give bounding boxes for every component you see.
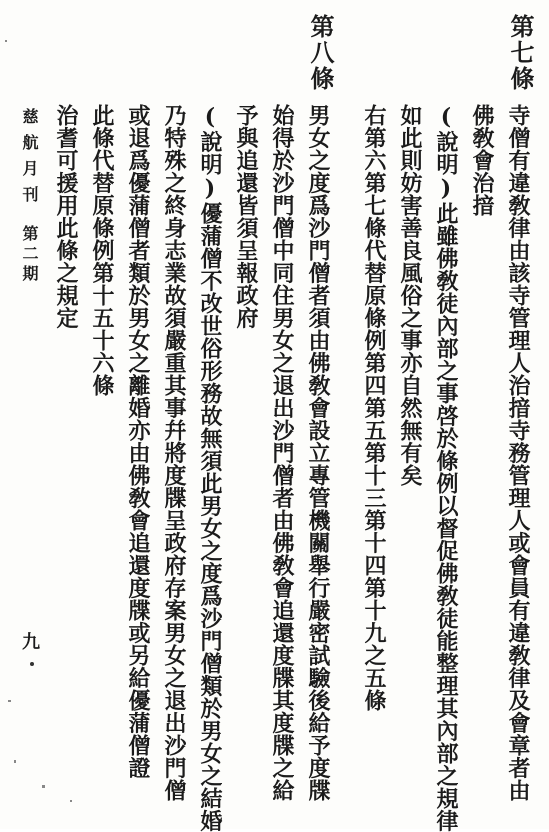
- issue-number: 第二期: [20, 225, 39, 285]
- article-7-heading: 第七條: [506, 14, 535, 92]
- scan-speck: [70, 800, 72, 802]
- article-8-text-line-2: 始得於沙門僧中同住男女之退出沙門僧者由佛敎會追還度牒其度牒之給: [269, 104, 295, 802]
- article-7-explanation-line-1: (說明)此雖佛敎徒內部之事啓於條例以督促佛敎徒能整理其內部之規律: [433, 104, 459, 832]
- article-7-text-line-1: 寺僧有違敎律由該寺管理人治揞寺務管理人或會員有違敎律及會章者由: [505, 104, 531, 802]
- article-8-explanation-line-2: 乃特殊之終身志業故須嚴重其事幷將度牒呈政府存案男女之退出沙門僧: [161, 104, 187, 802]
- scan-speck: [42, 785, 45, 788]
- article-8-note: 此條代替原條例第十五十六條: [89, 104, 115, 397]
- article-8-explanation-line-1: (說明)優蒲僧不改世俗形務故無須此男女之度爲沙門僧類於男女之結婚: [197, 104, 223, 832]
- journal-title: 慈航月刊: [20, 108, 39, 212]
- scan-speck: [14, 760, 16, 763]
- article-8-text-line-3: 予與追還皆須呈報政府: [233, 104, 259, 329]
- article-7-explanation-line-2: 如此則妨害善良風俗之事亦自然無有矣: [397, 104, 423, 487]
- article-8-closing-line: 治耆可援用此條之規定: [53, 104, 79, 329]
- article-7-note: 右第六第七條代替原條例第四第五第十三第十四第十九之五條: [361, 104, 387, 712]
- scan-speck: [8, 700, 11, 702]
- page-number: 九: [22, 632, 40, 653]
- scan-speck: [5, 40, 7, 42]
- article-7-text-line-2: 佛敎會治揞: [469, 104, 495, 217]
- scan-speck: [30, 662, 34, 666]
- article-8-heading: 第八條: [306, 14, 335, 92]
- article-8-explanation-line-3: 或退爲優蒲僧者類於男女之離婚亦由佛敎會追還度牒或另給優蒲僧證: [125, 104, 151, 779]
- article-8-text-line-1: 男女之度爲沙門僧者須由佛敎會設立專管機關舉行嚴密試驗後給予度牒: [305, 104, 331, 802]
